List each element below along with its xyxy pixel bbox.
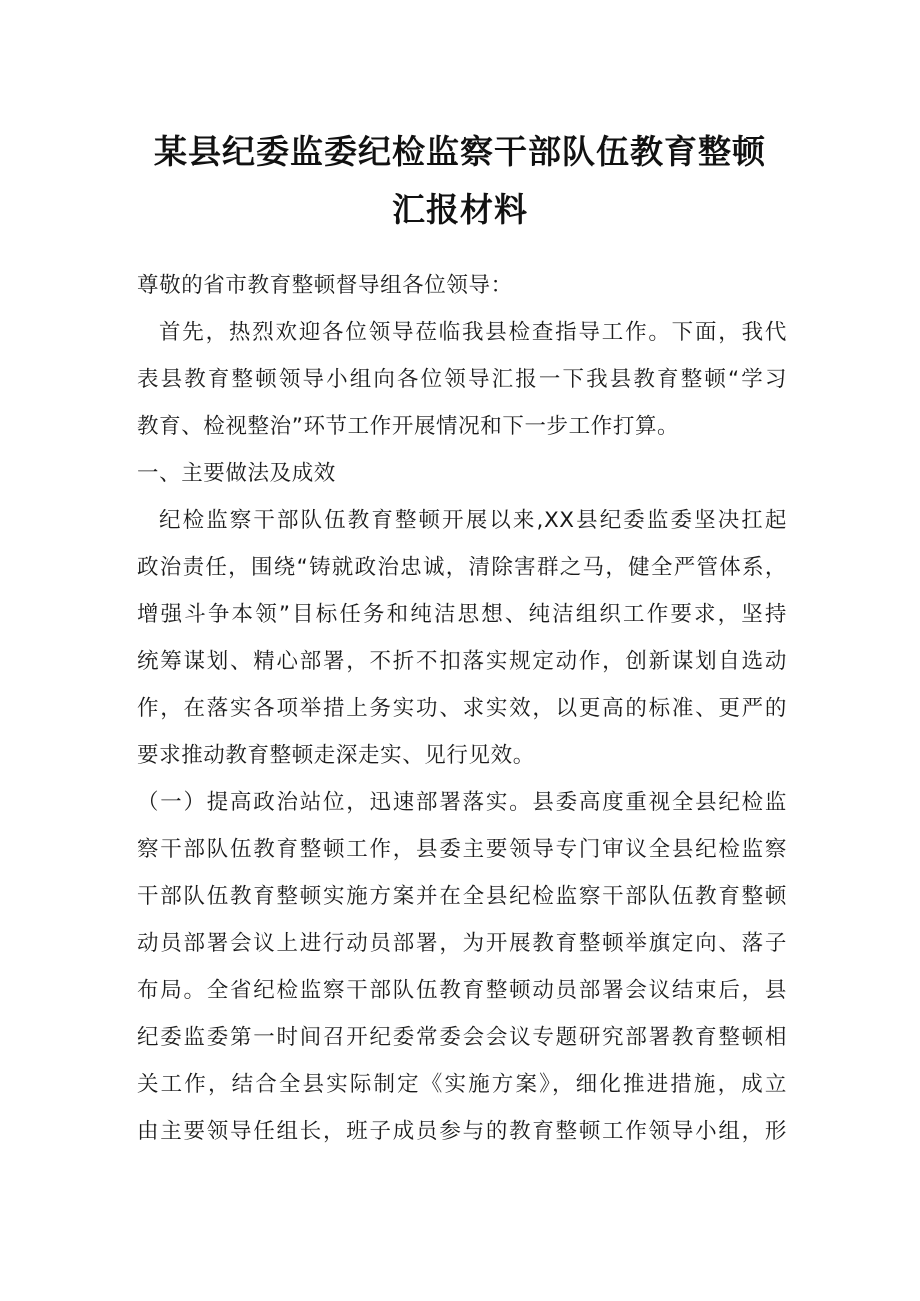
- paragraph-line: 纪委监委第一时间召开纪委常委会会议专题研究部署教育整顿相: [137, 1025, 787, 1050]
- paragraph-line: 要求推动教育整顿走深走实、见行见效。: [137, 743, 535, 768]
- paragraph-line: 作，在落实各项举措上务实功、求实效，以更高的标准、更严的: [137, 696, 787, 721]
- paragraph-line: 动员部署会议上进行动员部署，为开展教育整顿举旗定向、落子: [137, 931, 787, 956]
- paragraph-line: 由主要领导任组长，班子成员参与的教育整顿工作领导小组，形: [137, 1119, 787, 1144]
- paragraph-line: 增强斗争本领”目标任务和纯洁思想、纯洁组织工作要求，坚持: [137, 602, 787, 627]
- intro-line: 教育、检视整治”环节工作开展情况和下一步工作打算。: [137, 414, 680, 439]
- title-line-1: 某县纪委监委纪检监察干部队伍教育整顿: [154, 132, 766, 171]
- paragraph-line: 干部队伍教育整顿实施方案并在全县纪检监察干部队伍教育整顿: [137, 884, 787, 909]
- intro-line: 首先，热烈欢迎各位领导莅临我县检查指导工作。下面，我代: [159, 320, 787, 345]
- intro-line: 表县教育整顿领导小组向各位领导汇报一下我县教育整顿“学习: [137, 367, 787, 392]
- paragraph-line: 察干部队伍教育整顿工作，县委主要领导专门审议全县纪检监察: [137, 837, 787, 862]
- title-line-2: 汇报材料: [392, 190, 528, 229]
- document-body: [137, 262, 787, 1155]
- paragraph-line: 政治责任，围绕“铸就政治忠诚，清除害群之马，健全严管体系，: [137, 555, 787, 580]
- section-heading: 一、主要做法及成效: [137, 461, 336, 486]
- paragraph-line: 纪检监察干部队伍教育整顿开展以来,XX县纪委监委坚决扛起: [159, 508, 787, 533]
- paragraph-line: 关工作，结合全县实际制定《实施方案》，细化推进措施，成立: [137, 1072, 787, 1097]
- paragraph-line: 统筹谋划、精心部署，不折不扣落实规定动作，创新谋划自选动: [137, 649, 787, 674]
- paragraph-line: 布局。全省纪检监察干部队伍教育整顿动员部署会议结束后，县: [137, 978, 787, 1003]
- paragraph-line: （一）提高政治站位，迅速部署落实。县委高度重视全县纪检监: [137, 790, 787, 815]
- salutation: 尊敬的省市教育整顿督导组各位领导：: [137, 273, 513, 298]
